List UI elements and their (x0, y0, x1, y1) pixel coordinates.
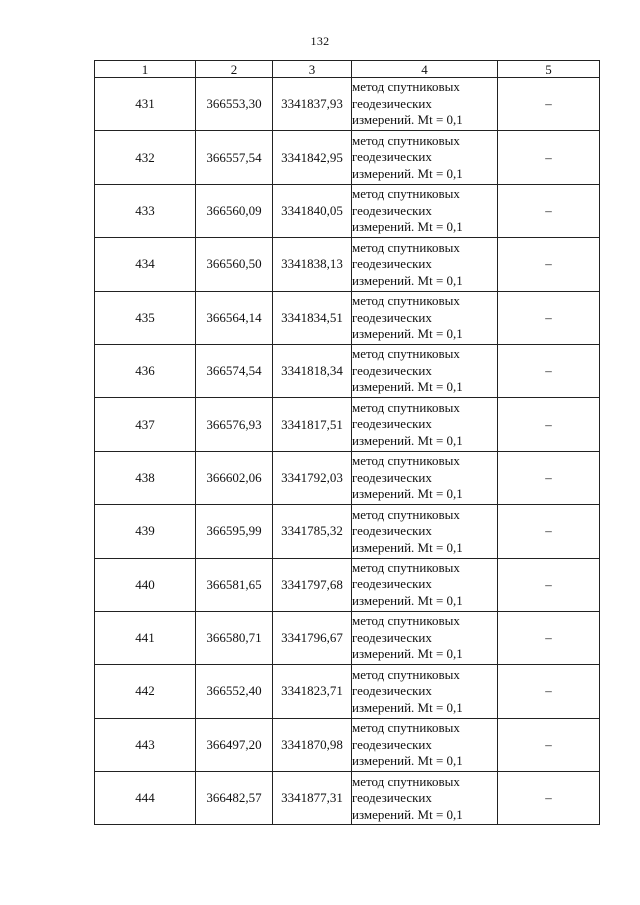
y-coordinate-cell: 3341834,51 (273, 291, 352, 344)
method-line: геодезических (352, 469, 432, 485)
y-coordinate-cell: 3341817,51 (273, 398, 352, 451)
table-row (95, 78, 600, 131)
point-number-cell: 434 (95, 238, 196, 291)
method-cell (352, 451, 498, 504)
method-cell (352, 665, 498, 718)
method-line: измерений. Mt = 0,1 (352, 699, 463, 715)
method-line: метод спутниковых (352, 613, 460, 629)
method-line: метод спутниковых (352, 132, 460, 148)
note-cell: – (498, 131, 600, 184)
x-coordinate-cell: 366557,54 (196, 131, 273, 184)
method-line: геодезических (352, 523, 432, 539)
method-cell (352, 718, 498, 771)
note-cell: – (498, 344, 600, 397)
x-coordinate-cell: 366553,30 (196, 78, 273, 131)
method-cell (352, 131, 498, 184)
x-coordinate-cell: 366552,40 (196, 665, 273, 718)
method-cell (352, 238, 498, 291)
note-cell: – (498, 451, 600, 504)
method-cell (352, 611, 498, 664)
method-line: измерений. Mt = 0,1 (352, 165, 463, 181)
point-number-cell: 443 (95, 718, 196, 771)
x-coordinate-cell: 366595,99 (196, 505, 273, 558)
column-header-4: 4 (352, 61, 498, 78)
note-cell: – (498, 184, 600, 237)
table-row (95, 505, 600, 558)
method-line: метод спутниковых (352, 399, 460, 415)
method-cell (352, 772, 498, 825)
point-number-cell: 431 (95, 78, 196, 131)
point-number-cell: 435 (95, 291, 196, 344)
x-coordinate-cell: 366602,06 (196, 451, 273, 504)
point-number-cell: 433 (95, 184, 196, 237)
table-row (95, 772, 600, 825)
note-cell: – (498, 291, 600, 344)
y-coordinate-cell: 3341840,05 (273, 184, 352, 237)
x-coordinate-cell: 366482,57 (196, 772, 273, 825)
method-line: измерений. Mt = 0,1 (352, 112, 463, 128)
point-number-cell: 441 (95, 611, 196, 664)
method-line: геодезических (352, 683, 432, 699)
method-line: геодезических (352, 95, 432, 111)
column-header-3: 3 (273, 61, 352, 78)
method-line: измерений. Mt = 0,1 (352, 432, 463, 448)
method-cell (352, 558, 498, 611)
point-number-cell: 444 (95, 772, 196, 825)
y-coordinate-cell: 3341837,93 (273, 78, 352, 131)
method-line: измерений. Mt = 0,1 (352, 272, 463, 288)
note-cell: – (498, 78, 600, 131)
point-number-cell: 436 (95, 344, 196, 397)
method-line: геодезических (352, 309, 432, 325)
method-line: геодезических (352, 202, 432, 218)
note-cell: – (498, 558, 600, 611)
table-row (95, 238, 600, 291)
page-number: 132 (310, 34, 330, 48)
method-line: геодезических (352, 629, 432, 645)
note-cell: – (498, 772, 600, 825)
method-line: геодезических (352, 256, 432, 272)
method-line: измерений. Mt = 0,1 (352, 806, 463, 822)
note-cell: – (498, 398, 600, 451)
x-coordinate-cell: 366497,20 (196, 718, 273, 771)
x-coordinate-cell: 366564,14 (196, 291, 273, 344)
y-coordinate-cell: 3341870,98 (273, 718, 352, 771)
method-line: метод спутниковых (352, 293, 460, 308)
table-body (95, 78, 600, 825)
note-cell: – (498, 665, 600, 718)
method-cell (352, 398, 498, 451)
method-cell (352, 505, 498, 558)
table-row (95, 558, 600, 611)
method-line: измерений. Mt = 0,1 (352, 539, 463, 555)
method-line: геодезических (352, 790, 432, 806)
method-cell (352, 184, 498, 237)
table-row (95, 291, 600, 344)
method-line: метод спутниковых (352, 453, 460, 469)
point-number-cell: 438 (95, 451, 196, 504)
table-row (95, 451, 600, 504)
method-line: измерений. Mt = 0,1 (352, 646, 463, 662)
method-line: метод спутниковых (352, 720, 460, 736)
method-line: метод спутниковых (352, 239, 460, 255)
method-line: геодезических (352, 416, 432, 432)
method-line: геодезических (352, 736, 432, 752)
method-line: измерений. Mt = 0,1 (352, 486, 463, 502)
method-line: метод спутниковых (352, 346, 460, 362)
x-coordinate-cell: 366581,65 (196, 558, 273, 611)
method-line: измерений. Mt = 0,1 (352, 753, 463, 769)
note-cell: – (498, 611, 600, 664)
method-line: измерений. Mt = 0,1 (352, 326, 463, 341)
method-line: измерений. Mt = 0,1 (352, 219, 463, 235)
method-line: геодезических (352, 362, 432, 378)
table-row (95, 665, 600, 718)
method-line: метод спутниковых (352, 559, 460, 575)
method-cell (352, 291, 498, 344)
note-cell: – (498, 238, 600, 291)
table-row (95, 398, 600, 451)
table-row (95, 131, 600, 184)
y-coordinate-cell: 3341796,67 (273, 611, 352, 664)
method-line: метод спутниковых (352, 773, 460, 789)
point-number-cell: 439 (95, 505, 196, 558)
y-coordinate-cell: 3341877,31 (273, 772, 352, 825)
y-coordinate-cell: 3341823,71 (273, 665, 352, 718)
y-coordinate-cell: 3341785,32 (273, 505, 352, 558)
note-cell: – (498, 718, 600, 771)
method-line: метод спутниковых (352, 666, 460, 682)
method-cell (352, 344, 498, 397)
point-number-cell: 440 (95, 558, 196, 611)
point-number-cell: 437 (95, 398, 196, 451)
table-row (95, 718, 600, 771)
x-coordinate-cell: 366580,71 (196, 611, 273, 664)
column-header-5: 5 (498, 61, 600, 78)
method-line: измерений. Mt = 0,1 (352, 379, 463, 395)
x-coordinate-cell: 366560,50 (196, 238, 273, 291)
x-coordinate-cell: 366576,93 (196, 398, 273, 451)
point-number-cell: 432 (95, 131, 196, 184)
x-coordinate-cell: 366560,09 (196, 184, 273, 237)
column-header-2: 2 (196, 61, 273, 78)
y-coordinate-cell: 3341842,95 (273, 131, 352, 184)
method-line: измерений. Mt = 0,1 (352, 592, 463, 608)
header-row (95, 61, 600, 78)
x-coordinate-cell: 366574,54 (196, 344, 273, 397)
table-row (95, 184, 600, 237)
y-coordinate-cell: 3341818,34 (273, 344, 352, 397)
method-line: геодезических (352, 576, 432, 592)
column-header-1: 1 (95, 61, 196, 78)
y-coordinate-cell: 3341838,13 (273, 238, 352, 291)
table-row (95, 611, 600, 664)
method-line: метод спутниковых (352, 506, 460, 522)
method-line: геодезических (352, 149, 432, 165)
y-coordinate-cell: 3341797,68 (273, 558, 352, 611)
table-header (95, 61, 600, 78)
point-number-cell: 442 (95, 665, 196, 718)
note-cell: – (498, 505, 600, 558)
method-line: метод спутниковых (352, 186, 460, 202)
coordinates-table (94, 60, 600, 825)
y-coordinate-cell: 3341792,03 (273, 451, 352, 504)
table-row (95, 344, 600, 397)
method-line: метод спутниковых (352, 79, 460, 95)
method-cell (352, 78, 498, 131)
